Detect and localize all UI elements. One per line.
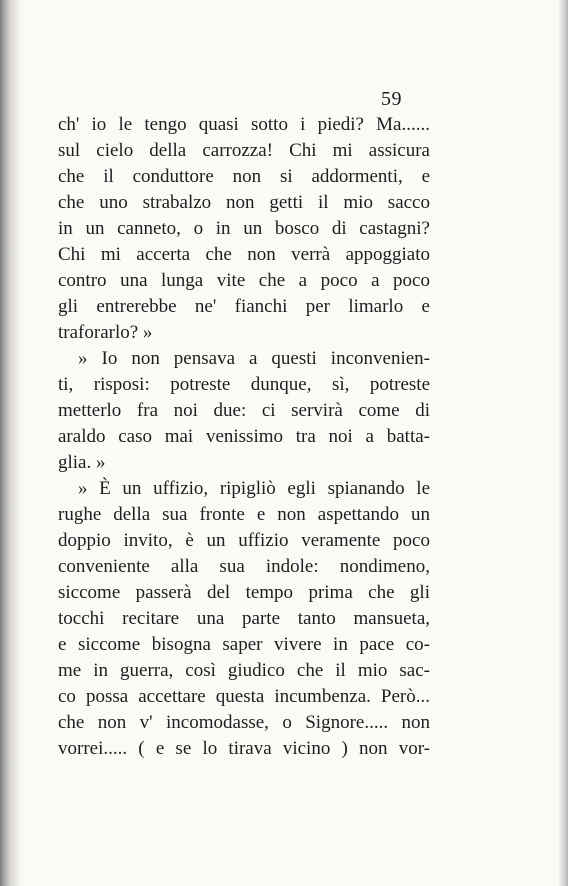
text-line: ch' io le tengo quasi sotto i piedi? Ma...... xyxy=(58,114,430,135)
text-line: me in guerra, così giudico che il mio sac- xyxy=(58,660,430,681)
text-line: Chi mi accerta che non verrà appoggiato xyxy=(58,244,430,265)
text-line: metterlo fra noi due: ci servirà come di xyxy=(58,400,430,421)
text-line: conveniente alla sua indole: nondimeno, xyxy=(58,556,430,577)
text-line: che il conduttore non si addormenti, e xyxy=(58,166,430,187)
page-text xyxy=(58,112,430,762)
text-line: contro una lunga vite che a poco a poco xyxy=(58,270,430,291)
text-line: in un canneto, o in un bosco di castagni? xyxy=(58,218,430,239)
text-line: che non v' incomodasse, o Signore..... non xyxy=(58,712,430,733)
text-line: siccome passerà del tempo prima che gli xyxy=(58,582,430,603)
text-line: vorrei..... ( e se lo tirava vicino ) non vor- xyxy=(58,738,430,759)
text-line: che uno strabalzo non getti il mio sacco xyxy=(58,192,430,213)
text-line: » È un uffizio, ripigliò egli spianando le xyxy=(78,478,430,499)
text-line: sul cielo della carrozza! Chi mi assicura xyxy=(58,140,430,161)
text-line: e siccome bisogna saper vivere in pace co- xyxy=(58,634,430,655)
page-number: 59 xyxy=(381,88,402,110)
text-line: glia. » xyxy=(58,452,106,473)
text-line: » Io non pensava a questi inconvenien- xyxy=(78,348,430,369)
text-line: traforarlo? » xyxy=(58,322,153,343)
text-line: gli entrerebbe ne' fianchi per limarlo e xyxy=(58,296,430,317)
text-line: tocchi recitare una parte tanto mansueta, xyxy=(58,608,430,629)
text-line: rughe della sua fronte e non aspettando un xyxy=(58,504,430,525)
page-edge-shadow xyxy=(558,0,568,886)
text-line: co possa accettare questa incumbenza. Però... xyxy=(58,686,430,707)
text-line: doppio invito, è un uffizio veramente poco xyxy=(58,530,430,551)
page-binding-shadow xyxy=(0,0,20,886)
text-line: araldo caso mai venissimo tra noi a batta- xyxy=(58,426,430,447)
text-line: ti, risposi: potreste dunque, sì, potreste xyxy=(58,374,430,395)
